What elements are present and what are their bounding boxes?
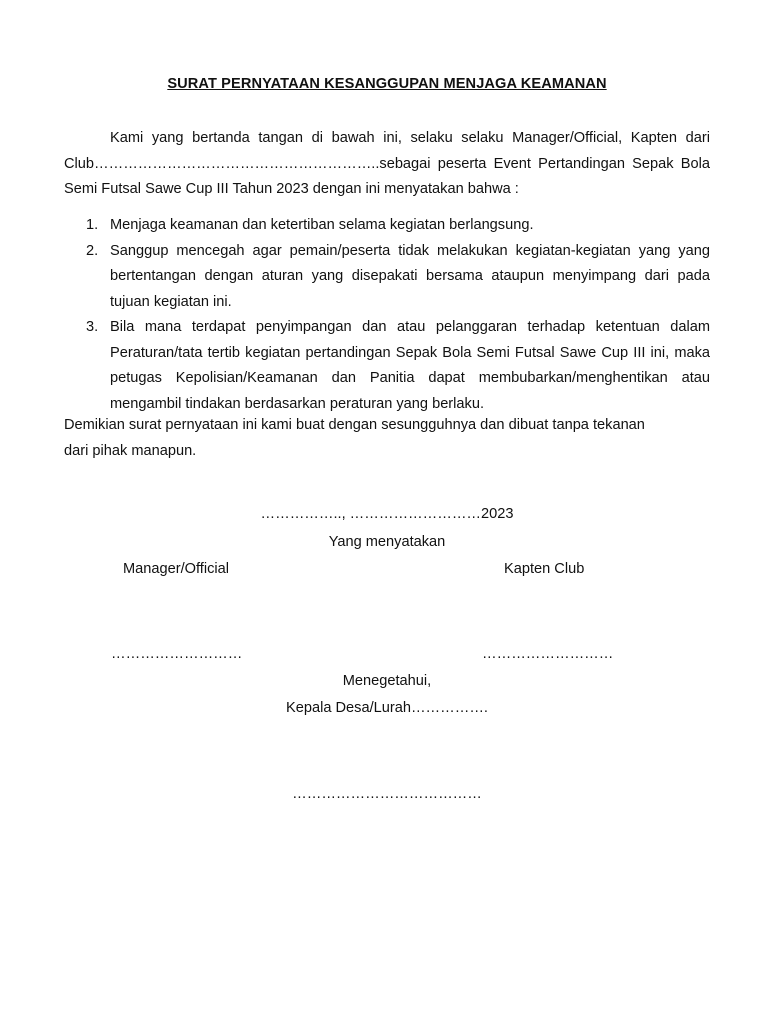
- signer-left-label: Manager/Official: [123, 561, 229, 577]
- signature-line-left: ………………………: [111, 646, 243, 662]
- yang-menyatakan-label: Yang menyatakan: [328, 534, 446, 550]
- signature-line-bottom: …………………………………: [292, 786, 482, 802]
- place-date-line: …………….., ………………………2023: [260, 506, 514, 522]
- list-item-number: 2.: [86, 242, 99, 259]
- list-item: [64, 315, 710, 417]
- closing-paragraph: [64, 413, 704, 464]
- list-item: [64, 239, 710, 316]
- list-item-text: Bila mana terdapat penyimpangan dan atau pelanggaran terhadap ketentuan dalam Peraturan/tata tertib kegiatan pertandingan Sepak Bola Semi Futsal Sawe Cup III ini, maka petugas Kepolisian/Keamanan dan Panitia dapat membubarkan/menghentikan atau mengambil tindakan berdasarkan peraturan yang berlaku.: [110, 319, 710, 412]
- list-item-number: 3.: [86, 319, 99, 335]
- mengetahui-label: Menegetahui,: [342, 673, 432, 689]
- signer-right-label: Kapten Club: [504, 561, 585, 577]
- closing-line: dari pihak manapun.: [64, 442, 197, 459]
- statement-list: [64, 213, 710, 417]
- signature-line-right: ………………………: [482, 646, 614, 662]
- list-item: [64, 213, 710, 239]
- closing-line: Demikian surat pernyataan ini kami buat dengan sesungguhnya dan dibuat tanpa tekanan: [64, 417, 645, 433]
- list-item-text: Sanggup mencegah agar pemain/peserta tidak melakukan kegiatan-kegiatan yang yang bertentangan dengan aturan yang disepakati bersama ataupun menyimpang dari pada tujuan kegiatan ini.: [110, 242, 710, 310]
- intro-paragraph: Kami yang bertanda tangan di bawah ini, selaku selaku Manager/Official, Kapten dari Club…………………………………………………..sebagai peserta Event Pertandingan Sepak Bola Semi Futsal Sawe Cup III Tahun 2023 dengan ini menyatakan bahwa :: [64, 130, 710, 197]
- list-item-number: 1.: [86, 217, 99, 233]
- kepala-desa-label: Kepala Desa/Lurah…………….: [286, 700, 488, 716]
- list-item-text: Menjaga keamanan dan ketertiban selama kegiatan berlangsung.: [110, 217, 534, 233]
- document-title: SURAT PERNYATAAN KESANGGUPAN MENJAGA KEAMANAN: [167, 76, 607, 92]
